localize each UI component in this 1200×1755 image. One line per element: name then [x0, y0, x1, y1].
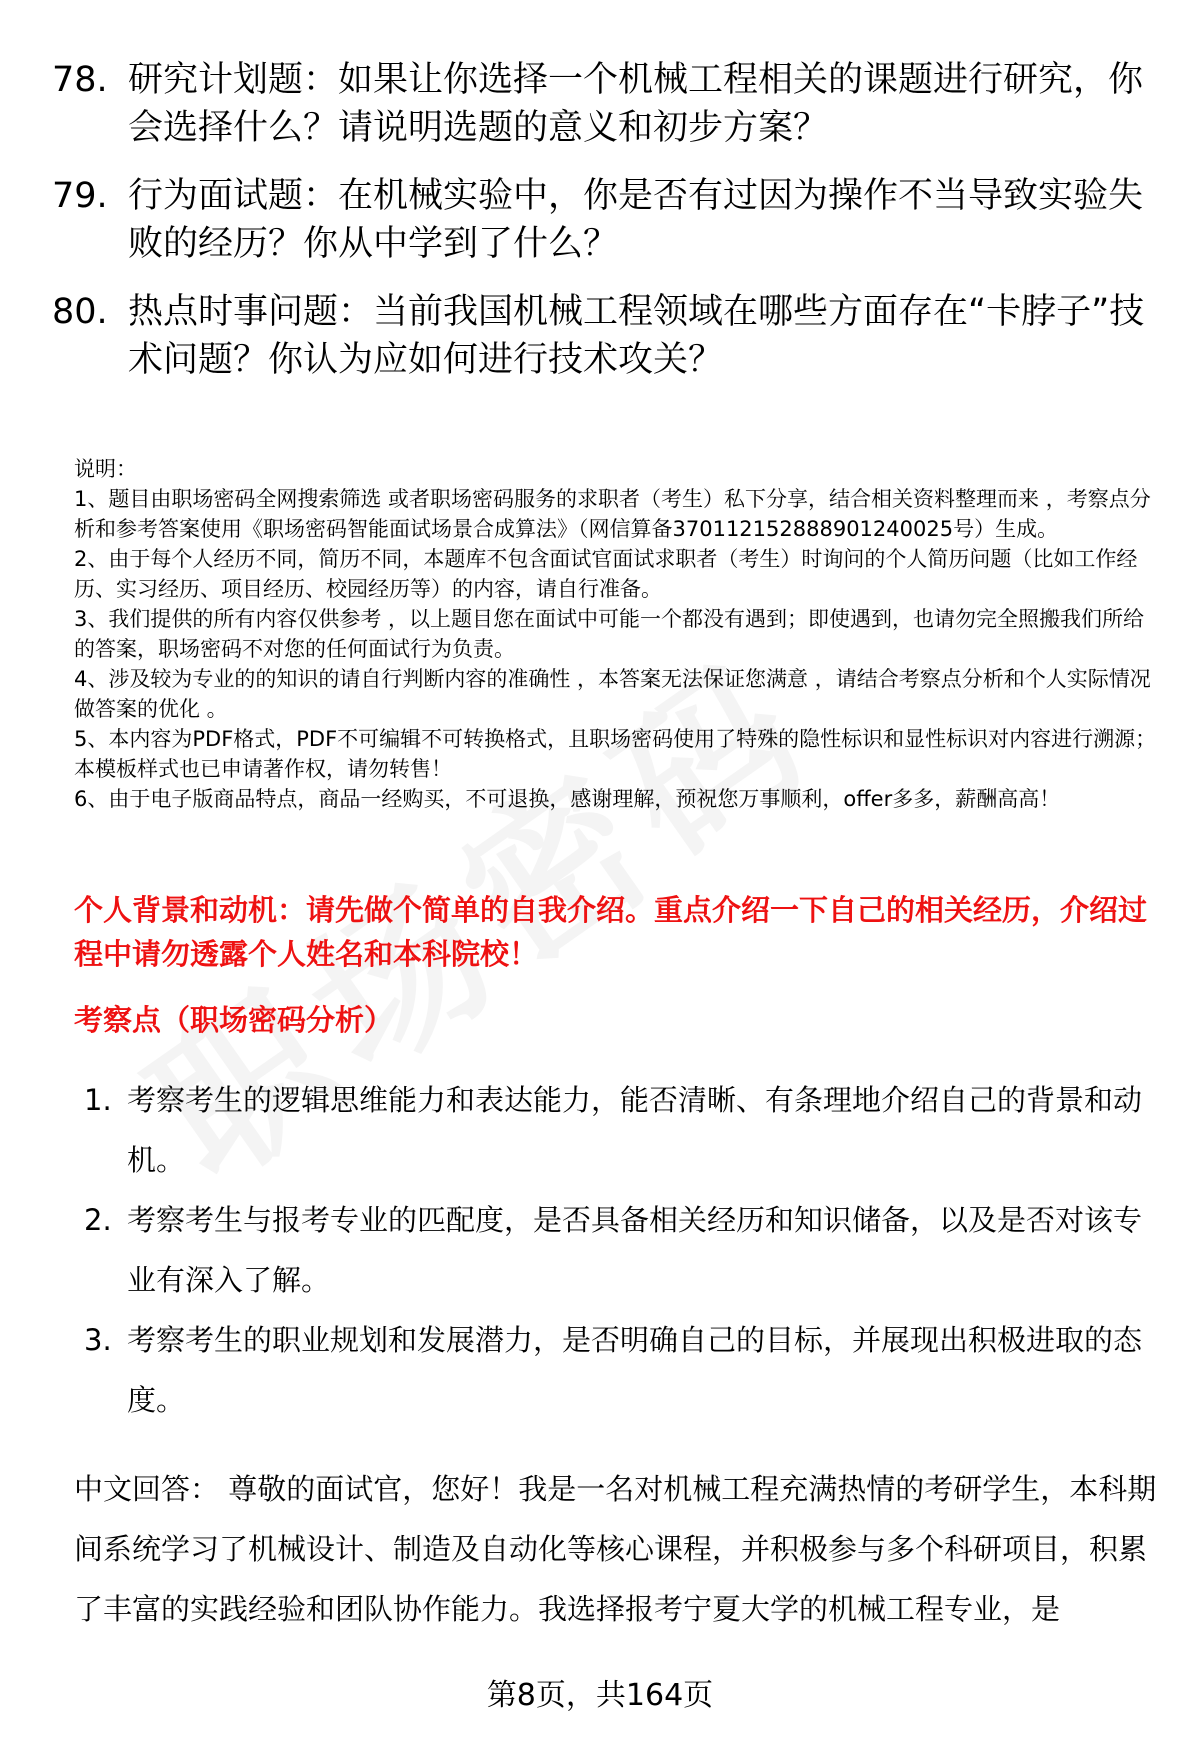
question-text: 热点时事问题：当前我国机械工程领域在哪些方面存在“卡脖子”技术问题？你认为应如何进行技术攻关？ [128, 292, 1145, 380]
question-79 [52, 172, 1162, 268]
analysis-point [84, 1070, 1164, 1190]
analysis-title: 考察点（职场密码分析） [74, 1003, 394, 1037]
point-number: 3. [84, 1323, 112, 1357]
notes-item: 5、本内容为PDF格式，PDF不可编辑不可转换格式，且职场密码使用了特殊的隐性标识和显性标识对内容进行溯源；本模板样式也已申请著作权，请勿转售！ [74, 727, 1157, 781]
question-text: 研究计划题：如果让你选择一个机械工程相关的课题进行研究，你会选择什么？请说明选题的意义和初步方案？ [128, 60, 1144, 148]
question-78 [52, 56, 1162, 152]
question-number: 80. [52, 292, 108, 332]
point-text: 考察考生的职业规划和发展潜力，是否明确自己的目标，并展现出积极进取的态度。 [127, 1323, 1143, 1417]
question-number: 79. [52, 176, 108, 216]
notes-item: 6、由于电子版商品特点，商品一经购买，不可退换，感谢理解，预祝您万事顺利，offer多多，薪酬高高！ [74, 787, 1061, 811]
point-text: 考察考生与报考专业的匹配度，是否具备相关经历和知识储备，以及是否对该专业有深入了解。 [127, 1203, 1143, 1297]
notes-item: 4、涉及较为专业的的知识的请自行判断内容的准确性 ，本答案无法保证您满意 ，请结合考察点分析和个人实际情况做答案的优化 。 [74, 667, 1151, 721]
point-number: 1. [84, 1083, 112, 1117]
intro-question: 个人背景和动机：请先做个简单的自我介绍。重点介绍一下自己的相关经历，介绍过程中请勿透露个人姓名和本科院校！ [74, 893, 1148, 971]
page-footer: 第8页，共164页 [486, 1678, 714, 1713]
notes-item: 3、我们提供的所有内容仅供参考 ，以上题目您在面试中可能一个都没有遇到；即使遇到，也请勿完全照搬我们所给的答案，职场密码不对您的任何面试行为负责。 [74, 607, 1145, 661]
question-number: 78. [52, 60, 108, 100]
question-text: 行为面试题：在机械实验中，你是否有过因为操作不当导致实验失败的经历？你从中学到了什么？ [128, 176, 1144, 264]
notes-item: 1、题目由职场密码全网搜索筛选 或者职场密码服务的求职者（考生）私下分享，结合相关资料整理而来 ，考察点分析和参考答案使用《职场密码智能面试场景合成算法》（网信算备370112152888901240025号）生成。 [74, 487, 1151, 541]
question-80 [52, 288, 1162, 384]
point-text: 考察考生的逻辑思维能力和表达能力，能否清晰、有条理地介绍自己的背景和动机。 [127, 1083, 1143, 1177]
analysis-points [84, 1070, 1164, 1430]
notes-heading: 说明： [74, 457, 137, 481]
notes-section [74, 454, 1164, 814]
answer-text: 中文回答： 尊敬的面试官，您好！我是一名对机械工程充满热情的考研学生，本科期间系统学习了机械设计、制造及自动化等核心课程，并积极参与多个科研项目，积累了丰富的实践经验和团队协作能力。我选择报考宁夏大学的机械工程专业，是 [74, 1472, 1157, 1626]
notes-item: 2、由于每个人经历不同，简历不同，本题库不包含面试官面试求职者（考生）时询问的个人简历问题（比如工作经历、实习经历、项目经历、校园经历等）的内容，请自行准备。 [74, 547, 1138, 601]
analysis-point [84, 1190, 1164, 1310]
point-number: 2. [84, 1203, 112, 1237]
analysis-point [84, 1310, 1164, 1430]
